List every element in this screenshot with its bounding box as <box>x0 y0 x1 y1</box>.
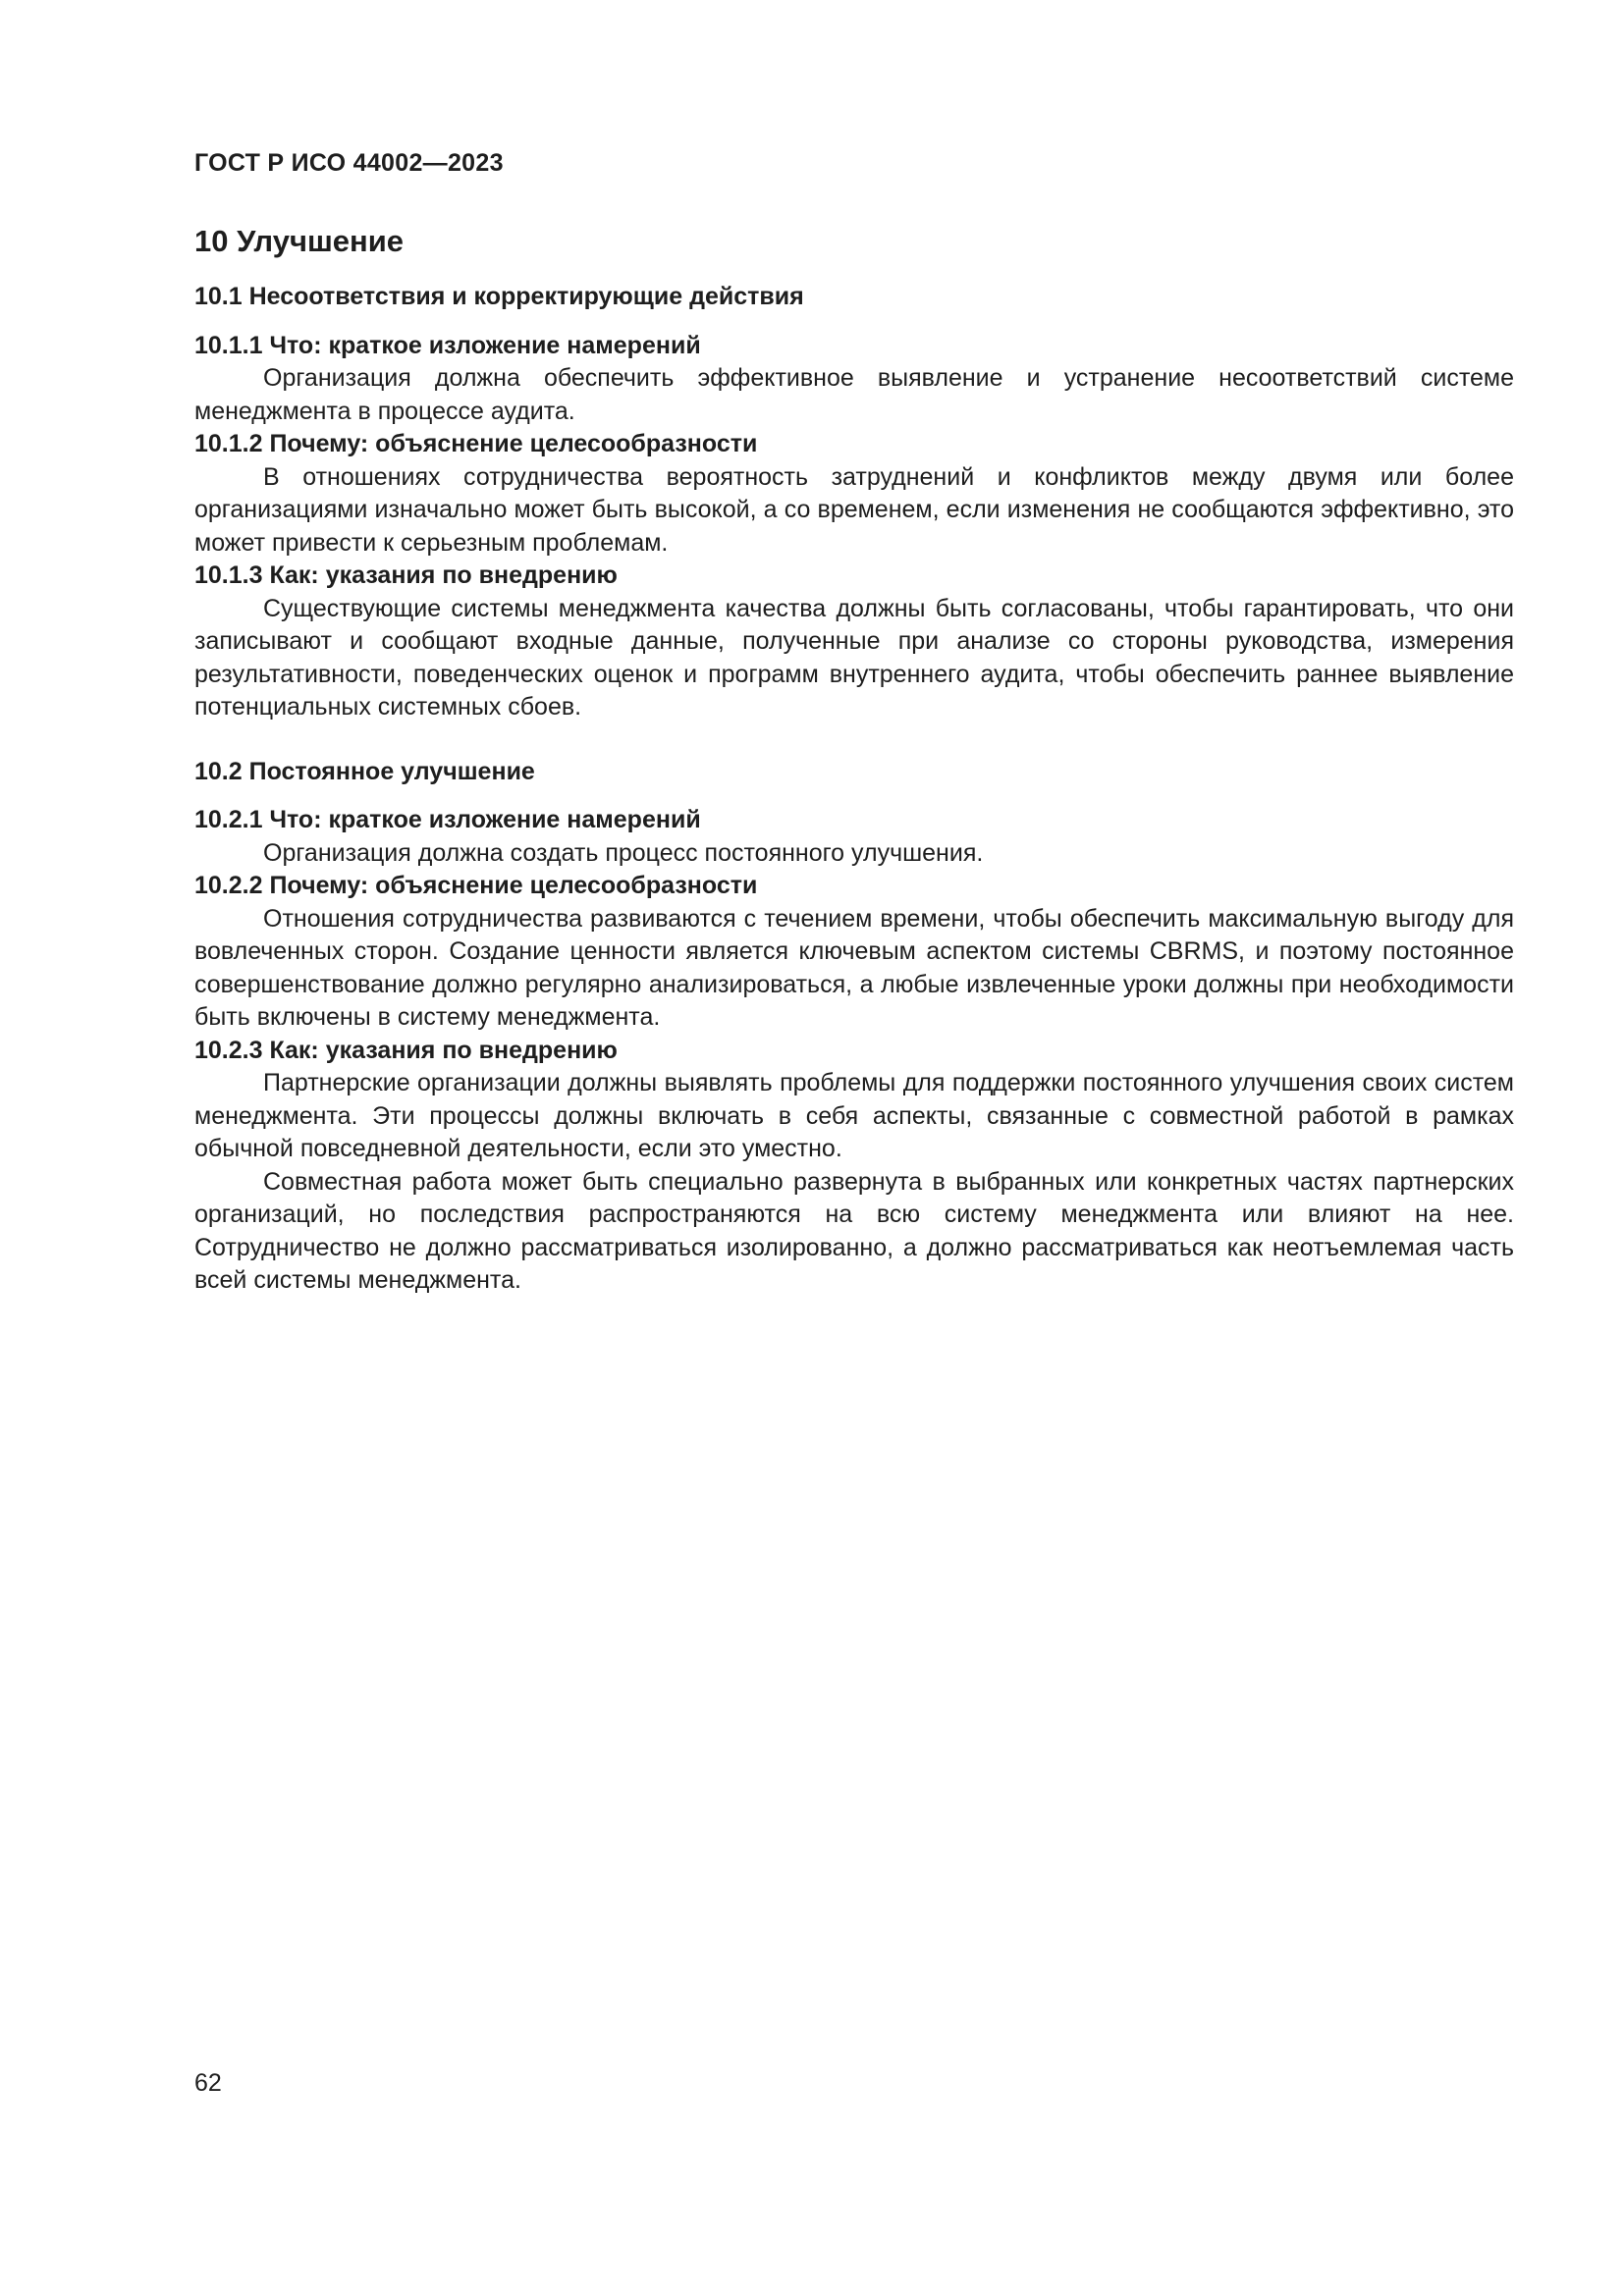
section-10-1-title: 10.1 Несоответствия и корректирующие действия <box>194 283 804 310</box>
section-10-1-3-text: Существующие системы менеджмента качества должны быть согласованы, чтобы гарантировать, что они записывают и сообщают входные данные, полученные при анализе со стороны руководства, измерения результативности, поведенческих оценок и программ внутреннего аудита, чтобы обеспечить раннее выявление потенциальных системных сбоев. <box>194 594 1514 721</box>
section-10-2-3-title: 10.2.3 Как: указания по внедрению <box>194 1036 618 1064</box>
page-number: 62 <box>194 2069 222 2097</box>
section-10-2-title: 10.2 Постоянное улучшение <box>194 757 535 785</box>
section-10-1-1-title: 10.1.1 Что: краткое изложение намерений <box>194 331 701 359</box>
section-10-2-3-text-2: Совместная работа может быть специально развернута в выбранных или конкретных частях партнерских организаций, но последствия распространяются на всю систему менеджмента или влияют на нее. Сотрудничество не должно рассматриваться изолированно, а должно рассматриваться как неотъемлемая часть всей системы менеджмента. <box>194 1167 1514 1294</box>
document-id: ГОСТ Р ИСО 44002—2023 <box>194 149 504 177</box>
section-10-title: 10 Улучшение <box>194 224 405 258</box>
section-10-1-2-text: В отношениях сотрудничества вероятность затруднений и конфликтов между двумя или более организациями изначально может быть высокой, а со временем, если изменения не сообщаются эффективно, это может привести к серьезным проблемам. <box>194 462 1514 557</box>
page-content <box>194 222 1514 1298</box>
section-10-1-3-title: 10.1.3 Как: указания по внедрению <box>194 561 618 589</box>
section-10-2-1-title: 10.2.1 Что: краткое изложение намерений <box>194 806 701 833</box>
section-10-1-1-text: Организация должна обеспечить эффективное выявление и устранение несоответствий системе менеджмента в процессе аудита. <box>194 364 1514 425</box>
section-10-2-2-title: 10.2.2 Почему: объяснение целесообразности <box>194 872 758 899</box>
section-10-1-2-title: 10.1.2 Почему: объяснение целесообразности <box>194 430 758 457</box>
section-10-2-1-text: Организация должна создать процесс постоянного улучшения. <box>263 838 984 867</box>
section-10-2-2-text: Отношения сотрудничества развиваются с течением времени, чтобы обеспечить максимальную выгоду для вовлеченных сторон. Создание ценности является ключевым аспектом системы CBRMS, и поэтому постоянное совершенствование должно регулярно анализироваться, а любые извлеченные уроки должны при необходимости быть включены в систему менеджмента. <box>194 904 1514 1031</box>
section-10-2-3-text-1: Партнерские организации должны выявлять проблемы для поддержки постоянного улучшения своих систем менеджмента. Эти процессы должны включать в себя аспекты, связанные с совместной работой в рамках обычной повседневной деятельности, если это уместно. <box>194 1069 1514 1162</box>
